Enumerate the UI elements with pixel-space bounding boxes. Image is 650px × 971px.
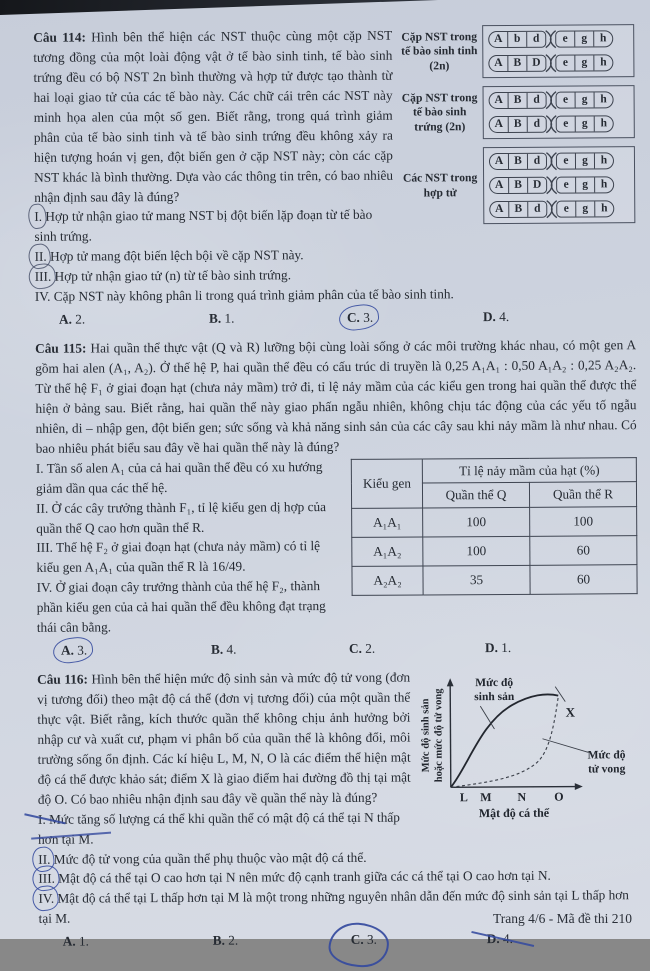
chromosome-left-arm (489, 153, 547, 170)
statement-numeral: I. (35, 460, 44, 476)
birth-label-leader (480, 706, 494, 729)
allele-cell: B (509, 93, 528, 108)
answer-option-C (347, 638, 483, 659)
chromosome-right-arm (556, 152, 614, 169)
statement-text: Ở giai đoạn cây trưởng thành của thế hệ F₂, thành phần kiểu gen của cả hai quần thể đều không đạt trạng thái cân bằng. (36, 578, 326, 636)
question-115-body: Hai quần thể thực vật (Q và R) lưỡng bội cùng loài sống ở các môi trường khác nhau, có một gen A gồm hai alen (A₁, A₂). Ở thế hệ P, hai quần thể đều có cấu trúc di truyền là 0,25 A₁A₁ : 0,50 A₁A₂ : 0,25 A₂A₂. Từ thế hệ F₁ ở giai đoạn hạt (chưa nảy mầm) trở đi, tỉ lệ nảy mầm của các kiểu gen trong hai quần thể được thể hiện ở bảng sau. Biết rằng, hai quần thể này giao phấn ngẫu nhiên, không chịu tác động của các yếu tố ngẫu nhiên, di – nhập gen, đột biến gen; sức sống và khả năng sinh sản của các cây sau khi nảy mầm là như nhau. Có bao nhiêu phát biểu sau đây về hai quần thể này là đúng? (35, 337, 637, 456)
answer-option-C (349, 929, 485, 950)
option-letter: B. (208, 310, 222, 326)
answer-option-text (349, 930, 379, 950)
option-letter: C. (346, 309, 360, 326)
answer-option-text (485, 929, 515, 949)
birth-rate-curve (450, 694, 559, 787)
allele-cell: e (557, 178, 576, 193)
question-114 (33, 24, 636, 334)
statement-numeral: IV. (34, 288, 51, 305)
option-letter: D. (484, 640, 498, 656)
statement-numeral: II. (36, 500, 49, 516)
option-letter: D. (482, 309, 496, 325)
option-value: 1. (497, 640, 512, 656)
table-header-genotype: Kiểu gen (351, 459, 422, 509)
question-115-statements (36, 455, 638, 638)
allele-cell: h (599, 32, 607, 45)
allele-cell: h (600, 154, 608, 167)
statement-numeral: III. (36, 540, 53, 556)
table-cell: 100 (423, 508, 530, 538)
allele-cell: A (490, 178, 509, 193)
statement-text: Mật độ cá thể tại L thấp hơn tại M là một trong những nguyên nhân dẫn đến mức độ sinh sản tại L thấp hơn tại M. (38, 887, 629, 927)
answer-option-text (207, 309, 237, 329)
option-value: 4. (495, 309, 510, 325)
chromosome (489, 151, 629, 171)
option-letter: C. (350, 932, 364, 948)
option-value: 2. (71, 311, 86, 327)
question-115 (35, 335, 638, 665)
answer-option-text (61, 932, 91, 952)
density-graph-svg (416, 668, 639, 821)
nst-diagram (400, 24, 635, 232)
statement-text: Mức tăng số lượng cá thể khi quần thể có mật độ cá thể tại N thấp hơn tại M. (38, 809, 400, 847)
nst-group (401, 85, 635, 139)
allele-cell: g (576, 153, 595, 168)
statement-III (36, 535, 637, 579)
statement-I (38, 806, 639, 850)
statement-text: Hợp tử nhận giao tử mang NST bị đột biến lặp đoạn từ tế bào sinh trứng. (34, 207, 373, 245)
allele-cell: B (509, 178, 528, 193)
question-114-body: Hình bên thể hiện các NST thuộc cùng một cặp NST tương đồng của một loài động vật ở tế bào sinh tinh, tế bào sinh trứng đều có bộ NST 2n bình thường và hợp tử được tạo thành từ hai loại giao tử của các tế bào này. Các chữ cái trên các NST này minh họa alen của một số gen. Biết rằng, trong quá trình giảm phân của tế bào sinh tinh và tế bào sinh trứng đều không xảy ra hiện tượng hoán vị gen, đột biến gen ở cặp NST này; còn các cặp NST khác là bình thường. Dựa vào các thông tin trên, có bao nhiêu nhận định sau đây là đúng? (33, 27, 394, 205)
death-rate-label-line2: tử vong (588, 763, 626, 776)
chromosome-left-arm (489, 92, 547, 109)
allele-cell: b (508, 32, 527, 47)
chromosome-right-arm (556, 91, 614, 108)
option-letter: B. (212, 932, 225, 949)
chromosome (488, 53, 628, 73)
y-axis-label-line2: hoặc mức độ tử vong (433, 688, 445, 783)
question-116-options (39, 928, 640, 952)
statement-text: Cặp NST này không phân li trong quá trình giảm phân của tế bào sinh tinh. (50, 286, 454, 304)
density-graph (416, 668, 639, 821)
chromosome (488, 29, 628, 49)
question-114-statements (34, 204, 636, 307)
statement-IV (35, 283, 636, 307)
birth-rate-label-line1: Mức độ (475, 676, 514, 690)
answer-option-text (59, 641, 89, 661)
chromosome-right-arm (556, 115, 614, 132)
allele-cell: A (490, 202, 509, 217)
option-letter: A. (60, 642, 74, 658)
question-115-label: Câu 115: (35, 340, 87, 356)
statement-text: Tần số alen A₁ của cả hai quần thể đều có xu hướng giảm dần qua các thế hệ. (35, 458, 323, 496)
death-label-leader (543, 739, 589, 753)
answer-option-B (207, 308, 345, 329)
answer-option-A (57, 309, 207, 330)
tick-M: M (480, 790, 492, 805)
answer-option-A (59, 640, 209, 661)
allele-cell: e (557, 93, 576, 108)
table-cell: A₁A₁ (352, 508, 423, 537)
allele-cell: g (575, 31, 594, 46)
allele-cell: e (557, 117, 576, 132)
death-rate-label-line1: Mức độ (587, 749, 626, 762)
table-header-germination: Tỉ lệ nảy mầm của hạt (%) (422, 457, 636, 483)
question-115-paragraph (35, 335, 637, 458)
statement-I (36, 455, 637, 499)
statement-text: Thế hệ F₂ ở giai đoạn hạt (chưa nảy mầm) có tỉ lệ kiểu gen A₁A₁ của quần thể R là 16/49. (36, 538, 321, 576)
chromosome (489, 175, 629, 195)
allele-cell: A (490, 117, 509, 132)
option-value: 1. (75, 933, 90, 949)
x-axis-label: Mật độ cá thể (478, 805, 550, 821)
option-letter: A. (58, 311, 72, 327)
y-axis (450, 684, 451, 787)
chromosome (489, 114, 629, 134)
allele-cell: d (533, 117, 540, 130)
allele-cell: d (534, 202, 541, 215)
option-value: 4. (223, 641, 237, 657)
statement-text: Hợp tử mang đột biến lệch bội về cặp NST này. (46, 247, 304, 265)
statement-text: Mật độ cá thể tại O cao hơn tại N nên mức độ cạnh tranh giữa các cá thể tại O cao hơn tại N. (54, 868, 551, 887)
option-value: 3. (73, 642, 88, 658)
tick-L: L (459, 790, 468, 805)
allele-cell: g (575, 55, 594, 70)
answer-option-text (209, 640, 239, 660)
page-content (33, 24, 640, 961)
table-cell: A₂A₂ (352, 566, 423, 595)
tick-O: O (554, 789, 564, 804)
question-115-options (37, 637, 638, 661)
statement-numeral: I. (38, 809, 46, 829)
option-value: 4. (499, 931, 514, 947)
statement-numeral: II. (34, 247, 46, 267)
chromosome-left-arm (488, 31, 546, 48)
option-letter: D. (486, 931, 500, 947)
allele-cell: h (600, 117, 607, 130)
statement-text: Mức độ tử vong của quần thể phụ thuộc vào mật độ cá thể. (50, 849, 367, 867)
statement-numeral: IV. (38, 889, 54, 909)
option-value: 1. (221, 310, 235, 326)
allele-cell: A (489, 32, 508, 47)
answer-option-C (345, 307, 481, 328)
allele-cell: B (508, 56, 527, 71)
answer-option-D (483, 637, 638, 658)
table-subheader-population-q: Quần thể Q (422, 483, 529, 508)
option-value: 3. (363, 932, 378, 948)
statement-text: Hợp tử nhận giao tử (n) từ tế bào sinh trứng. (51, 267, 292, 284)
answer-option-text (347, 639, 377, 659)
x-point-leader (555, 687, 565, 702)
y-axis-arrow-icon (447, 678, 454, 686)
answer-option-D (481, 306, 636, 327)
allele-cell: e (556, 56, 575, 71)
table-cell: 100 (423, 537, 530, 567)
chromosome (489, 90, 629, 110)
allele-cell: h (600, 93, 607, 106)
table-cell: A₁A₂ (352, 537, 423, 566)
chromosome-right-arm (556, 176, 614, 193)
answer-option-text (57, 310, 87, 330)
allele-cell: d (532, 32, 540, 45)
statement-I (34, 204, 635, 248)
allele-cell: g (576, 177, 595, 192)
allele-cell: e (556, 32, 575, 47)
question-116-label: Câu 116: (37, 671, 88, 687)
question-114-options (35, 306, 636, 330)
table-cell: 100 (530, 507, 637, 537)
answer-option-B (209, 639, 347, 660)
birth-rate-label-line2: sinh sản (474, 690, 515, 704)
chromosome-right-arm (555, 54, 613, 71)
allele-cell: h (600, 56, 607, 69)
allele-cell: e (557, 154, 576, 169)
allele-cell: h (600, 178, 608, 191)
allele-cell: B (509, 117, 528, 132)
allele-cell: h (601, 202, 608, 215)
answer-option-text (481, 307, 511, 327)
photo-corner-shadow (0, 0, 438, 15)
option-value: 2. (224, 932, 239, 948)
nst-group (400, 24, 634, 78)
allele-cell: A (489, 56, 508, 71)
chromosome-left-arm (489, 177, 547, 194)
allele-cell: D (532, 56, 541, 69)
y-axis-label-line1: Mức độ sinh sản (420, 698, 432, 773)
x-axis-arrow-icon (575, 783, 583, 790)
allele-cell: A (490, 154, 509, 169)
allele-cell: e (557, 202, 576, 217)
chromosome-right-arm (555, 30, 613, 47)
answer-option-D (485, 928, 640, 949)
option-value: 2. (361, 640, 376, 656)
option-letter: B. (210, 641, 224, 657)
chromosome-left-arm (488, 55, 546, 72)
option-value: 3. (359, 309, 374, 325)
table-subheader-population-r: Quần thể R (529, 482, 636, 507)
x-axis (451, 787, 577, 788)
statement-numeral: II. (38, 849, 50, 869)
question-116-body: Hình bên thể hiện mức độ sinh sản và mức độ tử vong (đơn vị tương đối) theo mật độ cá thể (đơn vị tương đối) của một quần thể thực vật. Biết rằng, kích thước quần thể không chịu ảnh hưởng bởi nhập cư và xuất cư, phạm vi phân bố của quần thể là không đổi, môi trường sống ổn định. Các kí hiệu L, M, N, O là các điểm thể hiện mật độ cá thể được khảo sát; điểm X là giao điểm hai đường đồ thị tại mật độ O. Có bao nhiêu nhận định sau đây về quần thể này là đúng? (37, 669, 411, 807)
nst-group-label: Cặp NST trong tế bào sinh tinh (2n) (401, 29, 478, 73)
allele-cell: g (576, 201, 595, 216)
chromosome-left-arm (489, 116, 547, 133)
answer-option-text (211, 931, 241, 951)
option-letter: C. (348, 640, 362, 657)
nst-group-label: Cặp NST trong tế bào sinh trứng (2n) (401, 90, 478, 134)
intersection-point-label: X (565, 704, 576, 720)
nst-box (483, 85, 635, 139)
table-cell: 60 (530, 536, 637, 566)
answer-option-text (483, 638, 513, 658)
statement-numeral: I. (34, 207, 42, 227)
question-114-label: Câu 114: (33, 29, 86, 45)
statement-IV (37, 574, 638, 637)
allele-cell: D (532, 178, 542, 191)
allele-cell: B (509, 154, 528, 169)
allele-cell: A (490, 93, 509, 108)
answer-option-text (345, 308, 375, 328)
table-cell: 35 (423, 566, 530, 596)
allele-cell: g (576, 116, 595, 131)
tick-N: N (517, 789, 527, 804)
statement-text: Ở các cây trưởng thành F₁, tỉ lệ kiểu gen dị hợp của quần thể Q cao hơn quần thể R. (36, 498, 327, 536)
option-letter: A. (62, 933, 76, 949)
statement-numeral: IV. (36, 580, 53, 596)
allele-cell: g (576, 92, 595, 107)
footer-page-label: Trang 4/6 - Mã đề thi 210 (493, 911, 632, 926)
allele-cell: d (533, 154, 541, 167)
table-cell: 60 (530, 565, 637, 595)
statement-numeral: III. (35, 267, 52, 287)
nst-box (482, 24, 634, 78)
statement-numeral: III. (38, 869, 55, 889)
statement-II (36, 495, 637, 539)
answer-option-A (61, 931, 211, 952)
allele-cell: d (533, 93, 540, 106)
allele-cell: B (509, 202, 528, 217)
nst-group-label: Các NST trong hợp tử (402, 171, 478, 199)
